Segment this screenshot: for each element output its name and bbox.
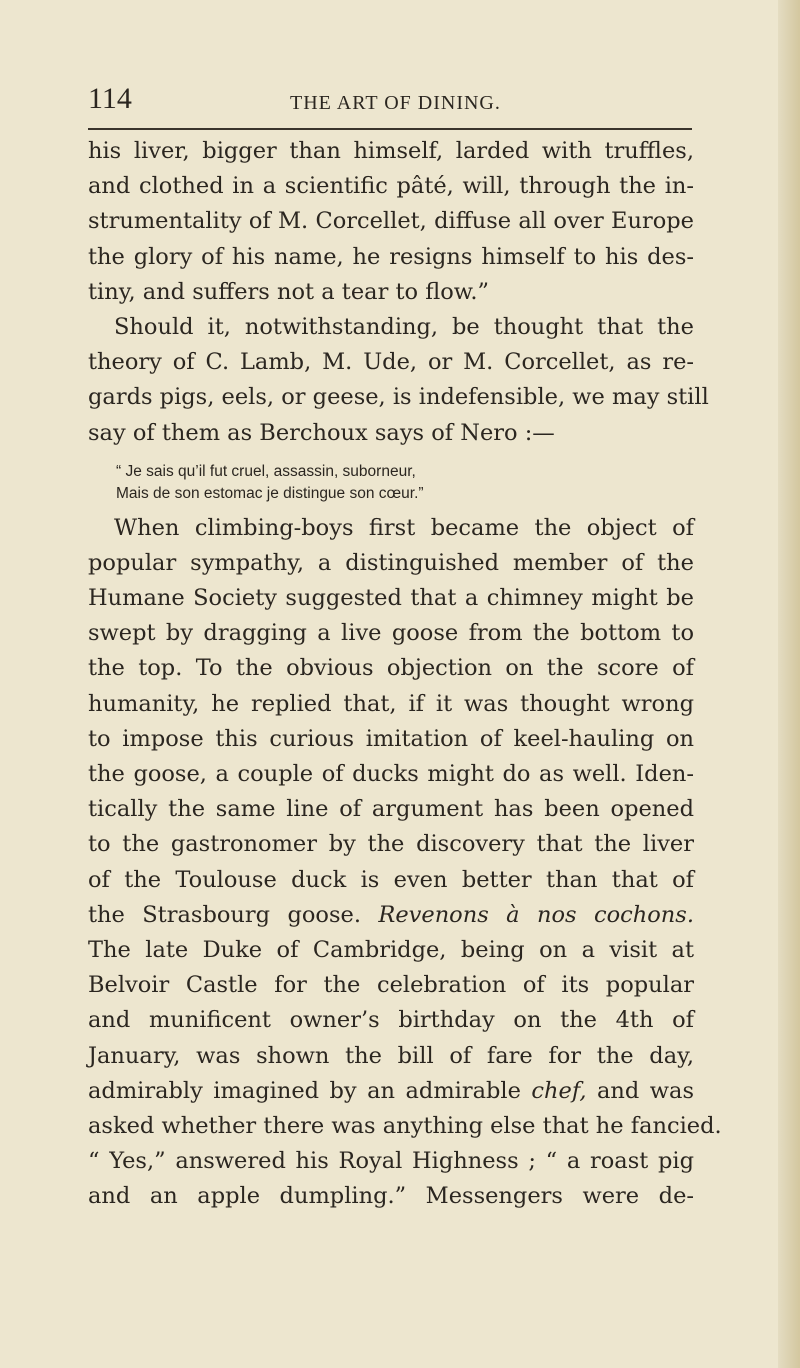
verse-line: Mais de son estomac je distingue son cœur.” bbox=[116, 484, 424, 502]
text-line: When climbing-boys first became the object of bbox=[114, 514, 694, 541]
text-line: to impose this curious imitation of keel-hauling on bbox=[88, 725, 694, 752]
text-segment: admirably imagined by an admirable bbox=[88, 1077, 521, 1104]
text-line: and clothed in a scientific pâté, will, through the in- bbox=[88, 173, 694, 200]
text-line: “ Yes,” answered his Royal Highness ; “ a roast pig bbox=[88, 1148, 694, 1175]
running-head-title: THE ART OF DINING. bbox=[290, 92, 501, 114]
italic-word: chef, bbox=[531, 1077, 587, 1104]
verse-line: “ Je sais qu’il fut cruel, assassin, suborneur, bbox=[116, 462, 416, 480]
text-line: humanity, he replied that, if it was thought wrong bbox=[88, 690, 694, 717]
text-line bbox=[88, 1074, 694, 1109]
text-line: and munificent owner’s birthday on the 4th of bbox=[88, 1007, 694, 1034]
text-line: the top. To the obvious objection on the score of bbox=[88, 655, 694, 682]
text-line: Belvoir Castle for the celebration of its popular bbox=[88, 972, 694, 999]
text-line: tiny, and suffers not a tear to flow.” bbox=[88, 278, 490, 305]
text-line: to the gastronomer by the discovery that the liver bbox=[88, 831, 694, 858]
text-line: his liver, bigger than himself, larded with truffles, bbox=[88, 138, 694, 164]
text-line: tically the same line of argument has been opened bbox=[88, 796, 694, 823]
text-line: and an apple dumpling.” Messengers were de- bbox=[88, 1183, 694, 1210]
text-line bbox=[88, 898, 694, 933]
text-line: January, was shown the bill of fare for the day, bbox=[88, 1042, 694, 1069]
italic-phrase: Revenons à nos cochons. bbox=[378, 901, 694, 928]
text-line: The late Duke of Cambridge, being on a visit at bbox=[88, 936, 694, 963]
page-number: 114 bbox=[88, 82, 132, 115]
text-line: asked whether there was anything else that he fancied. bbox=[88, 1112, 722, 1139]
running-head bbox=[88, 84, 688, 114]
body-text bbox=[88, 134, 722, 1214]
text-line: say of them as Berchoux says of Nero :— bbox=[88, 419, 555, 446]
text-line: the goose, a couple of ducks might do as well. Iden- bbox=[88, 761, 694, 787]
text-line: the glory of his name, he resigns himself to his des- bbox=[88, 243, 694, 270]
text-line: gards pigs, eels, or geese, is indefensible, we may still bbox=[88, 384, 709, 411]
text-line: Humane Society suggested that a chimney might be bbox=[88, 585, 694, 612]
text-line: Should it, notwithstanding, be thought that the bbox=[114, 313, 694, 340]
text-line: strumentality of M. Corcellet, diffuse all over Europe bbox=[88, 208, 694, 235]
text-segment: the Strasbourg goose. bbox=[88, 901, 361, 928]
text-line: swept by dragging a live goose from the bottom to bbox=[88, 620, 694, 647]
text-line: theory of C. Lamb, M. Ude, or M. Corcellet, as re- bbox=[88, 349, 694, 376]
text-segment: and was bbox=[597, 1077, 695, 1104]
text-line: of the Toulouse duck is even better than that of bbox=[88, 866, 694, 893]
header-rule bbox=[88, 128, 692, 130]
page-edge bbox=[778, 0, 800, 1368]
text-line: popular sympathy, a distinguished member of the bbox=[88, 549, 694, 576]
